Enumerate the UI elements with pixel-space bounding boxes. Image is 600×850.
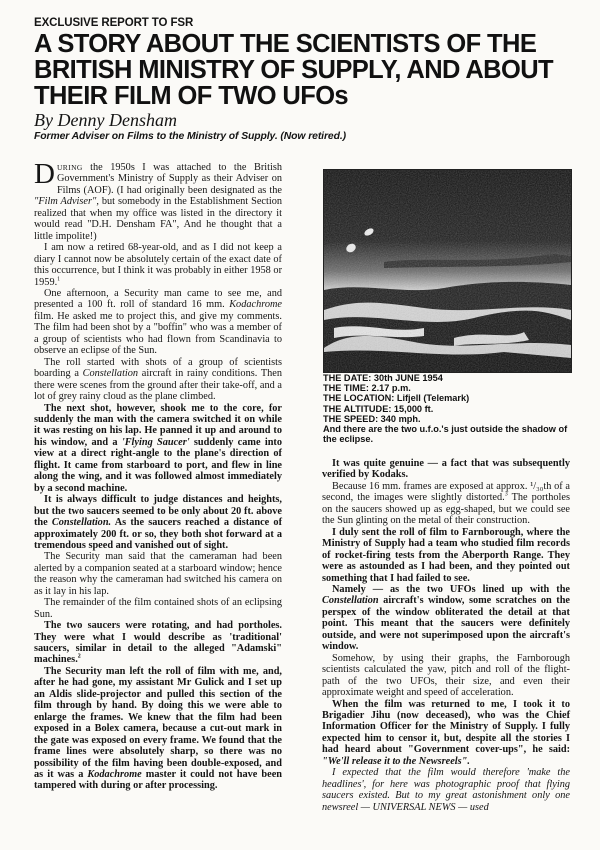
text: , but somebody in the Establishment Section realized that when my office was listed in the directory it would read "D.H. Densham FA", And he thought that a little impolite!) xyxy=(34,196,282,242)
paragraph xyxy=(322,481,570,527)
text: The Security man left the roll of film with me, and, after he had gone, my assistant Mr Gulick and I set up an Aldis slide-projector and pulled this section of the film through by hand. By doing this we were able to enlarge the frames. We knew that the film had been exposed in a Bolex camera, because a cut-out mark in the gate was exposed on every frame. We found that the frame lines were absolutely sharp, so there was no possibility of the film having been double-exposed, and as it was a xyxy=(34,665,282,781)
italic-text: Constellation. xyxy=(51,517,112,529)
footnote-ref: 3 xyxy=(504,491,508,498)
italic-text: Constellation xyxy=(322,595,379,607)
text: As the saucers reached a distance of approximately 200 ft. or so, they both shot forward at a tremendous speed and vanished out of sight. xyxy=(34,517,282,551)
paragraph xyxy=(34,666,282,792)
text: The portholes on the saucers showed up as egg-shaped, but we could see the Sun glinting on the metal of their construction. xyxy=(322,492,571,527)
paragraph xyxy=(34,403,282,495)
author-credentials: Former Adviser on Films to the Ministry of Supply. (Now retired.) xyxy=(34,131,346,142)
paragraph xyxy=(34,288,282,357)
paragraph xyxy=(34,242,282,288)
paragraph: It was quite genuine — a fact that was subsequently verified by Kodaks. xyxy=(322,458,570,481)
italic-text: 'Flying Saucer' xyxy=(121,436,190,448)
text: I am now a retired 68-year-old, and as I did not keep a diary I cannot now be absolutely certain of the exact date of this occurrence, but I think it was probably in either 1958 or 1959. xyxy=(34,242,282,288)
text: aircraft's window, some scratches on the perspex of the window obliterated the detail at that point. This meant that the saucers were definitely outside, and were not superimposed upon the aircraft's window. xyxy=(322,595,570,653)
text: When the film was returned to me, I took it to Brigadier Jihu (now deceased), who was the Chief Information Officer for the Ministry of Supply. I fully expected him to censor it, but, despite all the stories I had heard about "Government cover-ups", he said: xyxy=(322,698,570,756)
paragraph xyxy=(322,584,570,653)
kicker: EXCLUSIVE REPORT TO FSR xyxy=(34,17,194,29)
footnote-ref: 2 xyxy=(77,654,81,661)
text: film. He asked me to project this, and give my comments. The film had been shot by a "boffin" who was a member of a group of scientists who had flown from Scandinavia to observe an eclipse of the Sun. xyxy=(34,310,282,357)
paragraph: The Security man said that the cameraman had been alerted by a companion seated at a starboard window; hence the reason why the cameraman had switched his camera on as it lay in his lap. xyxy=(34,551,282,597)
paragraph: I duly sent the roll of film to Farnborough, where the Ministry of Supply had a team who studied film records of rocket-firing tests from the Aberporth Range. They were as astounded as I had been, and they pointed out something that I had failed to see. xyxy=(322,526,570,584)
caption-note: And there are the two u.f.o.'s just outside the shadow of the eclipse. xyxy=(323,424,568,445)
caption-date: THE DATE: 30th JUNE 1954 xyxy=(323,373,443,383)
text: One afternoon, a Security man came to see me, and presented a 100 ft. roll of standard 16 mm. xyxy=(34,287,282,311)
text: It is always difficult to judge distances and heights, but the two saucers seemed to be only about 20 ft. above the xyxy=(34,494,282,529)
drop-cap: D xyxy=(34,158,55,190)
left-column xyxy=(34,158,282,792)
italic-text: "Film Adviser" xyxy=(34,196,97,208)
article-title: A STORY ABOUT THE SCIENTISTS OF THE BRITISH MINISTRY OF SUPPLY, AND ABOUT THEIR FILM OF TWO UFOs xyxy=(34,30,554,110)
ufo-film-frame-photo xyxy=(323,169,572,373)
byline: By Denny Densham xyxy=(34,110,177,130)
text: aircraft in rainy conditions. Then there were scenes from the ground after their take-off, and a lot of grey rainy cloud as the plane climbed. xyxy=(34,368,282,403)
paragraph xyxy=(322,699,570,768)
paragraph: The remainder of the film contained shots of an eclipsing Sun. xyxy=(34,597,282,620)
fraction: ¹/₃₀ xyxy=(530,480,544,492)
photo-image xyxy=(324,170,571,372)
smallcaps-opening: URING xyxy=(56,163,83,172)
paragraph xyxy=(34,158,282,242)
caption-speed: THE SPEED: 340 mph. xyxy=(323,413,421,424)
caption-altitude: THE ALTITUDE: 15,000 ft. xyxy=(323,403,434,414)
italic-text: "We'll release it to the Newsreels". xyxy=(322,755,470,767)
text: The roll started with shots of a group of scientists boarding a xyxy=(34,356,282,380)
text: The two saucers were rotating, and had portholes. They were what I would describe as 'traditional' saucers, similar in detail to the alleged "Adamski" machines. xyxy=(34,620,282,666)
text: The next shot, however, shook me to the core, for suddenly the man with the camera switched it on while it was resting on his lap. He panned it up and around to his window, and a xyxy=(34,402,282,448)
footnote-ref: 1 xyxy=(57,276,61,283)
caption-time: THE TIME: 2.17 p.m. xyxy=(323,383,411,394)
text: suddenly came into view at a direct right-angle to the plane's direction of flight. It came from starboard to port, and flew in line along the wing, and it was followed almost immediately by a second machine. xyxy=(34,436,282,494)
paragraph xyxy=(34,494,282,551)
text: the 1950s I was attached to the British Government's Ministry of Supply as their Adviser on Films (AOF). (I had originally been designated as the xyxy=(56,162,282,196)
italic-text: Constellation xyxy=(82,368,139,380)
text: th of a second, the images were slightly distorted. xyxy=(322,480,570,504)
text: Namely — as the two UFOs lined up with the xyxy=(332,583,570,595)
photo-caption xyxy=(323,373,573,444)
paragraph xyxy=(34,357,282,403)
paragraph: I expected that the film would therefore 'make the headlines', for here was photographic proof that flying saucers existed. But to my great astonishment only one newsreel — UNIVERSAL NEWS — used xyxy=(322,767,570,813)
italic-text: Kodachrome xyxy=(229,299,282,311)
right-column xyxy=(322,458,570,813)
text: master it could not have been tampered with during or after processing. xyxy=(34,769,282,792)
italic-text: Kodachrome xyxy=(87,769,142,781)
text: Because 16 mm. frames are exposed at approx. xyxy=(332,480,531,492)
article-header xyxy=(34,14,574,143)
paragraph xyxy=(34,620,282,666)
caption-location: THE LOCATION: Lifjell (Telemark) xyxy=(323,393,470,404)
paragraph: Somehow, by using their graphs, the Farnborough scientists calculated the yaw, pitch and roll of the flight-path of the two UFOs, their size, and even their approximate weight and speed of acceleration. xyxy=(322,652,570,699)
